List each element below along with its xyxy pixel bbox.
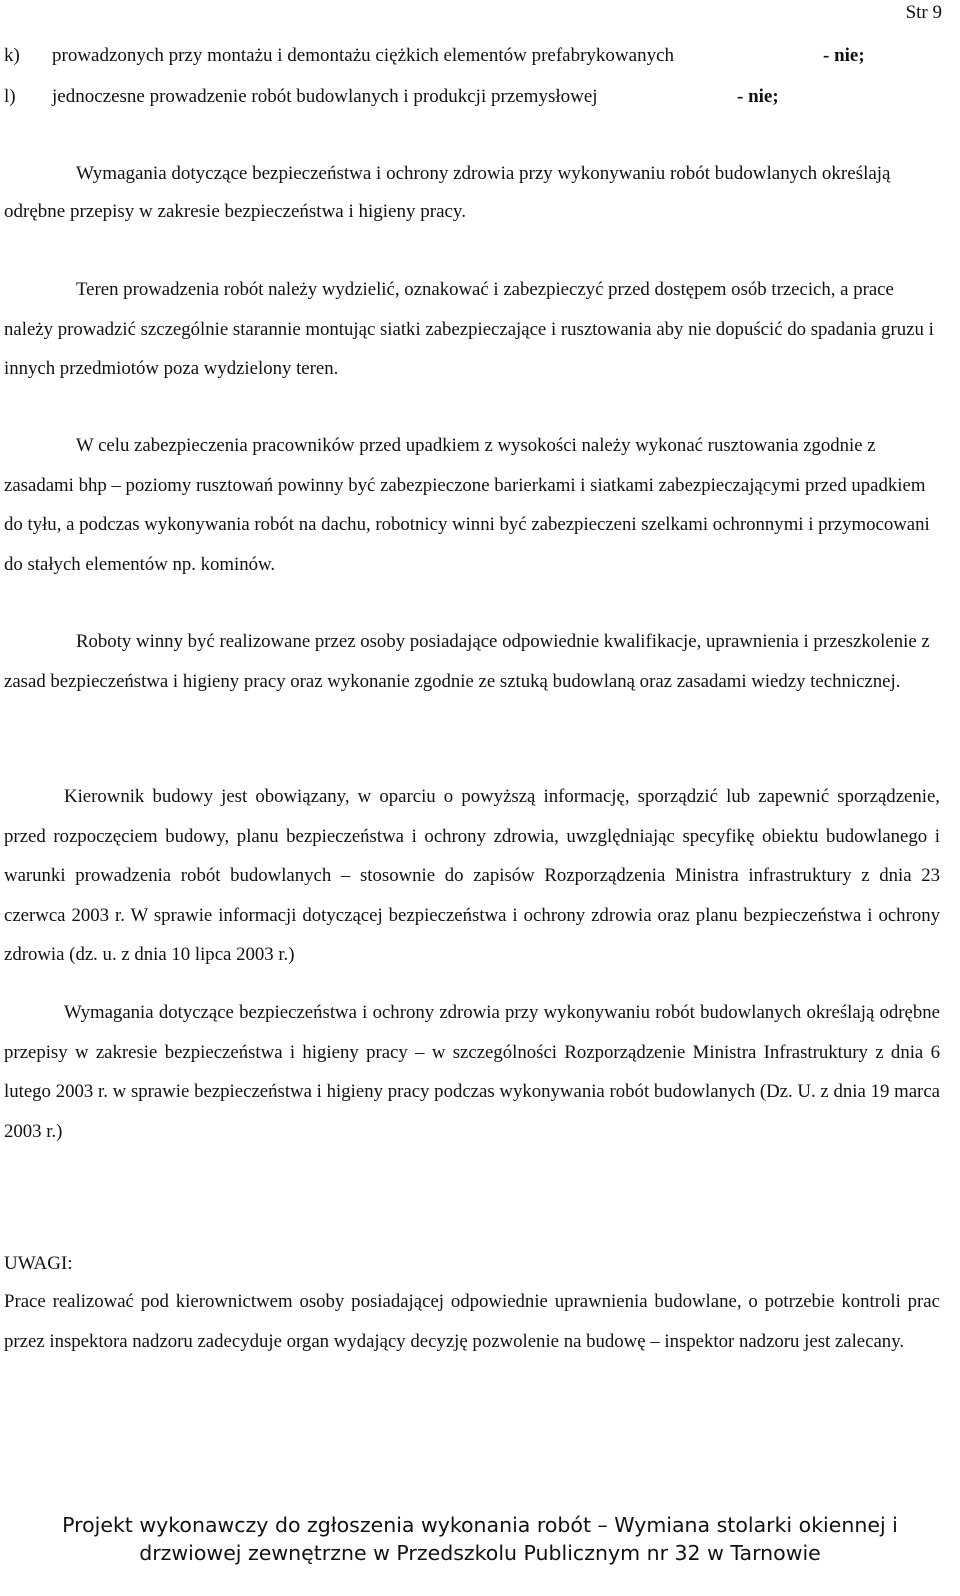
list-item-l: [4, 78, 942, 116]
list-item-text: jednoczesne prowadzenie robót budowlanych i produkcji przemysłowej: [52, 86, 598, 107]
list-item-text: prowadzonych przy montażu i demontażu ciężkich elementów prefabrykowanych: [52, 45, 674, 66]
page-number: Str 9: [905, 2, 942, 23]
paragraph-safety-requirements: Wymagania dotyczące bezpieczeństwa i ochrony zdrowia przy wykonywaniu robót budowlanych określają odrębne przepisy w zakresie bezpieczeństwa i higieny pracy.: [4, 163, 891, 222]
list-item-marker: k): [4, 45, 20, 66]
list-item-value: - nie;: [823, 45, 865, 66]
list-item-k: [4, 37, 942, 75]
paragraph-regulations: Wymagania dotyczące bezpieczeństwa i ochrony zdrowia przy wykonywaniu robót budowlanych określają odrębne przepisy w zakresie bezpieczeństwa i higieny pracy – w szczególności Rozporządzenie Ministra Infrastruktury z dnia 6 lutego 2003 r. w sprawie bezpieczeństwa i higieny pracy podczas wykonywania robót budowlanych (Dz. U. z dnia 19 marca 2003 r.): [4, 1002, 940, 1142]
list-item-value: - nie;: [737, 86, 779, 107]
list-item-marker: l): [4, 86, 16, 107]
footer-line-1: Projekt wykonawczy do zgłoszenia wykonania robót – Wymiana stolarki okiennej i: [62, 1513, 898, 1537]
footer-line-2: drzwiowej zewnętrzne w Przedszkolu Publicznym nr 32 w Tarnowie: [139, 1541, 821, 1565]
paragraph-fall-protection: W celu zabezpieczenia pracowników przed upadkiem z wysokości należy wykonać rusztowania zgodnie z zasadami bhp – poziomy rusztowań powinny być zabezpieczone barierkami i siatkami zabezpieczającymi przed upadkiem do tyłu, a podczas wykonywania robót na dachu, robotnicy winni być zabezpieczeni szelkami ochronnymi i przymocowani do stałych elementów np. kominów.: [4, 435, 930, 575]
paragraph-site-separation: Teren prowadzenia robót należy wydzielić, oznakować i zabezpieczyć przed dostępem osób trzecich, a prace należy prowadzić szczególnie starannie montując siatki zabezpieczające i rusztowania aby nie dopuścić do spadania gruzu i innych przedmiotów poza wydzielony teren.: [4, 279, 934, 379]
notes-heading: UWAGI:: [4, 1253, 73, 1274]
document-footer: [0, 1511, 960, 1567]
paragraph-qualifications: Roboty winny być realizowane przez osoby posiadające odpowiednie kwalifikacje, uprawnienia i przeszkolenie z zasad bezpieczeństwa i higieny pracy oraz wykonanie zgodnie ze sztuką budowlaną oraz zasadami wiedzy technicznej.: [4, 631, 930, 692]
paragraph-site-manager: Kierownik budowy jest obowiązany, w oparciu o powyższą informację, sporządzić lub zapewnić sporządzenie, przed rozpoczęciem budowy, planu bezpieczeństwa i ochrony zdrowia, uwzględniając specyfikę obiektu budowlanego i warunki prowadzenia robót budowlanych – stosownie do zapisów Rozporządzenia Ministra infrastruktury z dnia 23 czerwca 2003 r. W sprawie informacji dotyczącej bezpieczeństwa i ochrony zdrowia oraz planu bezpieczeństwa i ochrony zdrowia (dz. u. z dnia 10 lipca 2003 r.): [4, 786, 940, 965]
notes-text: Prace realizować pod kierownictwem osoby posiadającej odpowiednie uprawnienia budowlane, o potrzebie kontroli prac przez inspektora nadzoru zadecyduje organ wydający decyzję pozwolenie na budowę – inspektor nadzoru jest zalecany.: [4, 1291, 940, 1352]
